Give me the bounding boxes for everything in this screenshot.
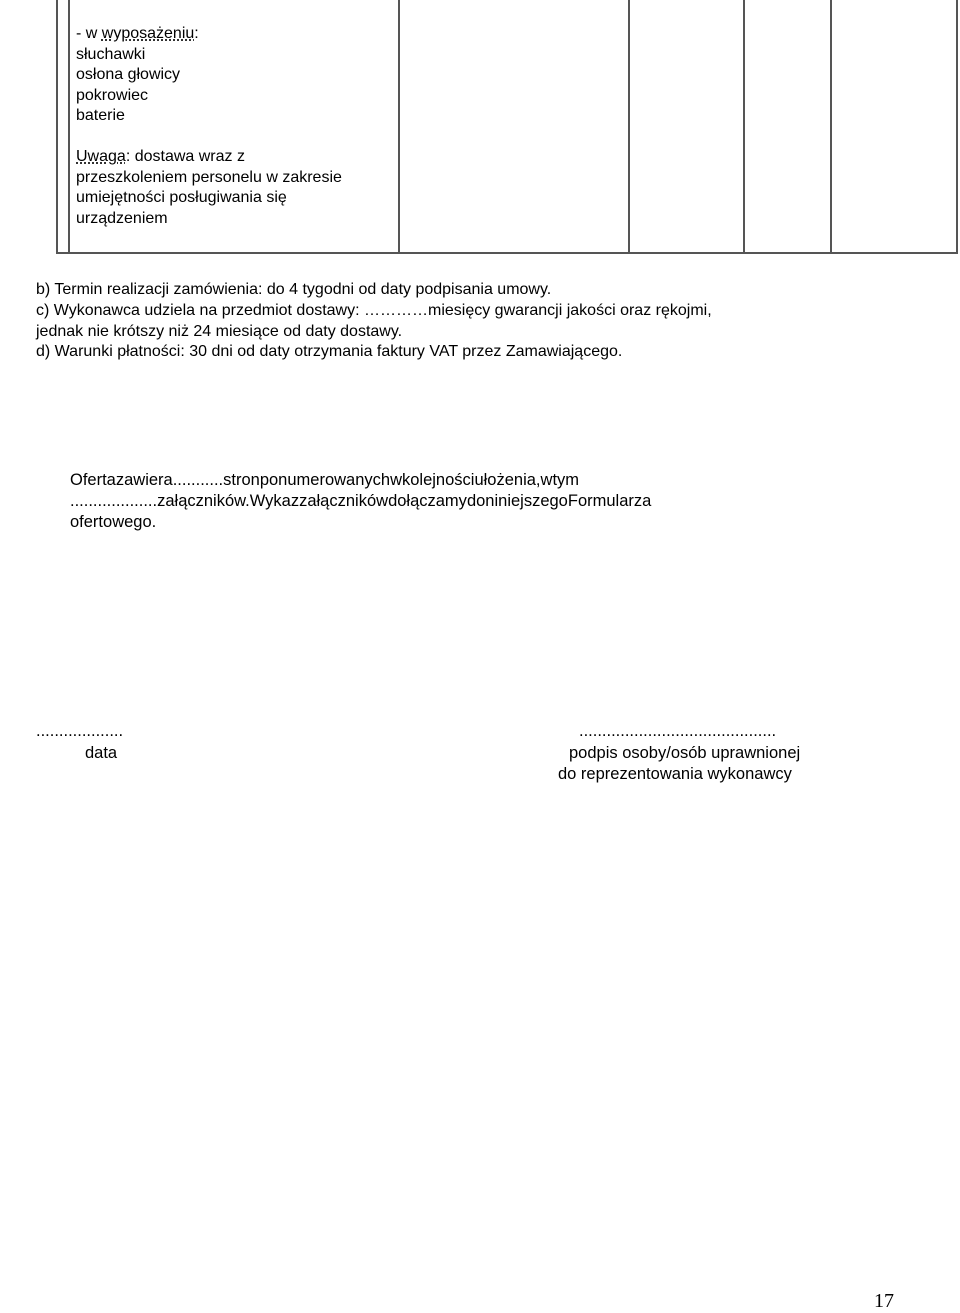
- offer-line-1: Ofertazawiera...........stronponumerowanychwkolejnościułożenia,wtym: [70, 471, 580, 489]
- equipment-heading: - w wyposażeniu:: [76, 25, 199, 42]
- note-label: Uwaga: [76, 147, 126, 165]
- equipment-item: słuchawki: [76, 45, 146, 63]
- equipment-cell: [76, 24, 396, 229]
- signature-label-1: podpis osoby/osób uprawnionej: [569, 744, 801, 762]
- table-inner-border: [68, 0, 70, 252]
- equipment-item: baterie: [76, 107, 125, 125]
- term-b: b) Termin realizacji zamówienia: do 4 tygodni od daty podpisania umowy.: [36, 281, 552, 298]
- equipment-table: [56, 0, 958, 254]
- date-label: data: [85, 744, 118, 762]
- offer-line-2: ...................załączników.WykazzałącznikówdołączamydoniniejszegoFormularza: [70, 492, 652, 510]
- table-column-divider: [743, 0, 745, 252]
- page-number: 17: [874, 1290, 894, 1312]
- signature-label-2: do reprezentowania wykonawcy: [558, 765, 792, 783]
- offer-statement: [70, 470, 892, 533]
- term-c-line1: c) Wykonawca udziela na przedmiot dostawy: …………miesięcy gwarancji jakości oraz rękojmi,: [36, 301, 712, 319]
- offer-line-3: ofertowego.: [70, 513, 157, 531]
- note-line: urządzeniem: [76, 209, 168, 227]
- table-column-divider: [398, 0, 400, 252]
- terms-section: [36, 280, 916, 363]
- table-column-divider: [830, 0, 832, 252]
- note-line: Uwaga: dostawa wraz z: [76, 147, 245, 165]
- note-line: przeszkoleniem personelu w zakresie: [76, 168, 342, 186]
- term-d: d) Warunki płatności: 30 dni od daty otrzymania faktury VAT przez Zamawiającego.: [36, 343, 623, 361]
- table-column-divider: [628, 0, 630, 252]
- date-dots: ...................: [36, 722, 124, 740]
- signature-dots: ...........................................: [579, 722, 777, 740]
- equipment-item: pokrowiec: [76, 86, 149, 104]
- equipment-item: osłona głowicy: [76, 66, 181, 84]
- note-line: umiejętności posługiwania się: [76, 189, 287, 207]
- term-c-line2: jednak nie krótszy niż 24 miesiące od daty dostawy.: [36, 322, 403, 340]
